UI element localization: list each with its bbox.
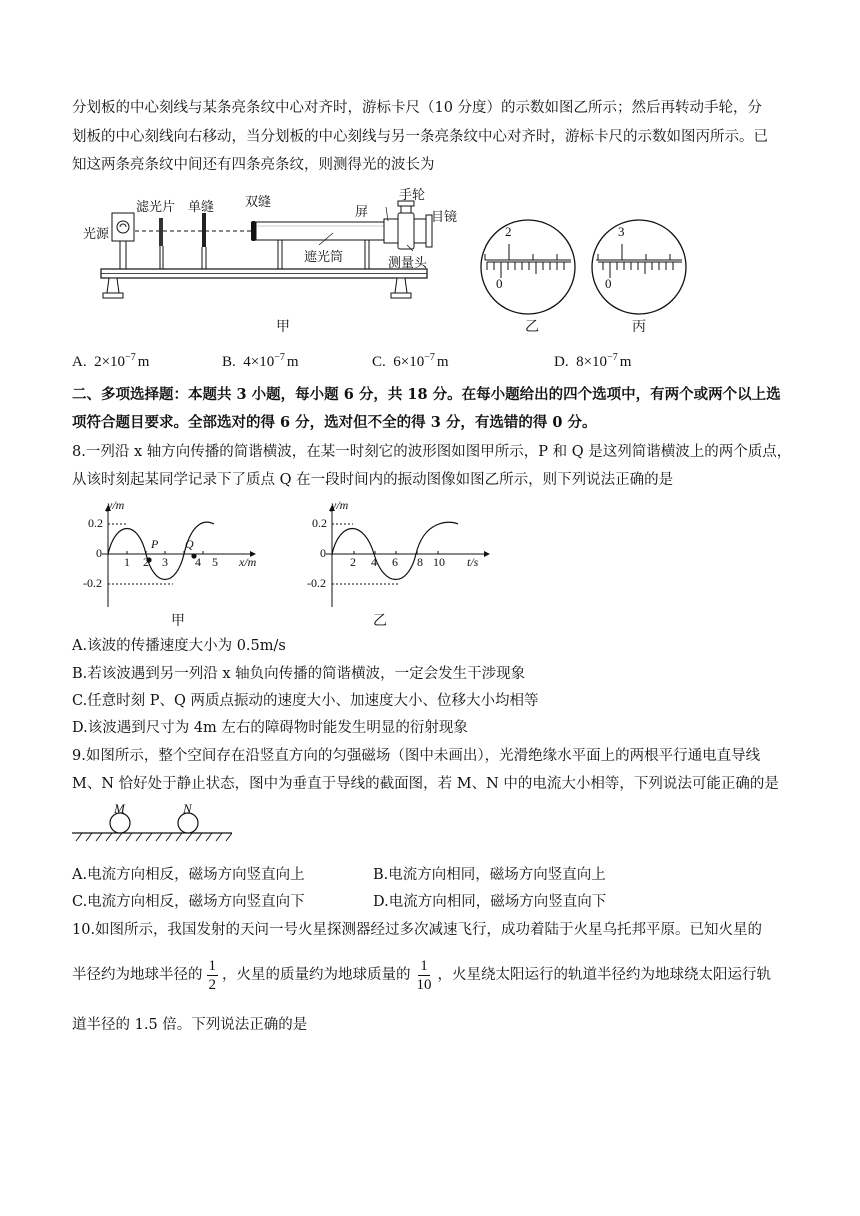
- graph-yi-ytick-top: 0.2: [312, 516, 327, 530]
- dial-bing-main-label: 3: [618, 224, 625, 239]
- q10-line2-part-c: ，火星绕太阳运行的轨道半径约为地球绕太阳运行轨: [437, 967, 771, 983]
- option-exp: −7: [274, 352, 285, 363]
- option-letter: D.: [554, 354, 569, 370]
- label-single-slit: 单缝: [188, 200, 215, 215]
- q10-line3: 道半径的 1.5 倍。下列说法正确的是: [72, 1017, 308, 1033]
- label-tube: 遮光筒: [304, 250, 344, 265]
- graph-yi-xlabel: t/s: [467, 555, 479, 569]
- graph-jia-caption: 甲: [171, 613, 185, 629]
- q9-option-b[interactable]: B.电流方向相同，磁场方向竖直向上: [373, 867, 606, 883]
- label-eyepiece: 目镜: [431, 210, 458, 225]
- caption-bing: 丙: [632, 319, 646, 335]
- option-letter: B.: [222, 354, 236, 370]
- graph-jia-xtick-3: 3: [162, 555, 168, 569]
- dial-bing-zero-label: 0: [605, 276, 612, 291]
- option-coef: 4×10: [243, 354, 275, 370]
- q7-stem-line3: 知这两条亮条纹中间还有四条亮条纹，则测得光的波长为: [72, 157, 435, 173]
- graph-jia-xtick-1: 1: [124, 555, 130, 569]
- graph-yi-xtick-2: 2: [350, 555, 356, 569]
- option-letter: C.: [372, 354, 386, 370]
- section2-line2: 项符合题目要求。全部选对的得 6 分，选对但不全的得 3 分，有选错的得 0 分。: [72, 414, 597, 431]
- option-exp: −7: [125, 352, 136, 363]
- graph-yi-xtick-6: 6: [392, 555, 398, 569]
- option-unit: m: [436, 354, 449, 370]
- option-letter: A.: [72, 354, 87, 370]
- q10-line2: [72, 955, 771, 995]
- q7-option-d[interactable]: [554, 352, 631, 371]
- option-unit: m: [619, 354, 632, 370]
- dial-yi-main-label: 2: [505, 224, 512, 239]
- graph-yi-ytick-bottom: -0.2: [307, 576, 326, 590]
- q8-option-b[interactable]: B.若该波遇到另一列沿 x 轴负向传播的简谐横波，一定会发生干涉现象: [72, 666, 526, 682]
- q9-option-c[interactable]: C.电流方向相反，磁场方向竖直向下: [72, 894, 305, 910]
- graph-jia-ylabel: y/m: [107, 498, 125, 512]
- graph-jia-xtick-4: 4: [195, 555, 201, 569]
- caption-yi: 乙: [525, 319, 539, 335]
- q10-line2-part-b: ，火星的质量约为地球质量的: [222, 967, 411, 983]
- q8-option-d[interactable]: D.该波遇到尺寸为 4m 左右的障碍物时能发生明显的衍射现象: [72, 720, 468, 736]
- option-coef: 6×10: [393, 354, 425, 370]
- q7-stem-line2: 划板的中心刻线向右移动，当分划板的中心刻线与另一条亮条纹中心对齐时，游标卡尺的示数如图丙所示。已: [72, 129, 768, 145]
- q7-option-a[interactable]: [72, 352, 149, 371]
- fraction-one-tenth: [415, 957, 434, 994]
- graph-yi-ytick-zero: 0: [320, 546, 326, 560]
- dial-bing: [590, 218, 688, 316]
- section2-line1: 二、多项选择题：本题共 3 小题，每小题 6 分，共 18 分。在每小题给出的四个选项中，有两个或两个以上选: [72, 386, 781, 403]
- graph-yi-xtick-4: 4: [371, 555, 377, 569]
- label-measuring-head: 测量头: [388, 256, 428, 271]
- q9-option-d[interactable]: D.电流方向相同，磁场方向竖直向下: [373, 894, 607, 910]
- graph-jia-point-q: Q: [185, 537, 194, 551]
- q9-label-m: M: [114, 801, 125, 816]
- label-handwheel: 手轮: [399, 188, 426, 203]
- graph-yi-caption: 乙: [373, 613, 387, 629]
- graph-jia-xtick-5: 5: [212, 555, 218, 569]
- graph-jia-ytick-bottom: -0.2: [83, 576, 102, 590]
- q10-line1: 10.如图所示，我国发射的天问一号火星探测器经过多次减速飞行，成功着陆于火星乌托邦平原。已知火星的: [72, 922, 763, 938]
- q8-option-a[interactable]: A.该波的传播速度大小为 0.5m/s: [72, 638, 286, 654]
- option-coef: 8×10: [576, 354, 608, 370]
- option-exp: −7: [607, 352, 618, 363]
- q8-graph-yi: [304, 502, 494, 612]
- q8-line2: 从该时刻起某同学记录下了质点 Q 在一段时间内的振动图像如图乙所示，则下列说法正确的是: [72, 472, 674, 488]
- q7-option-c[interactable]: [372, 352, 449, 371]
- q9-line1: 9.如图所示，整个空间存在沿竖直方向的匀强磁场（图中未画出），光滑绝缘水平面上的两根平行通电直导线: [72, 748, 761, 764]
- caption-jia: 甲: [276, 319, 290, 335]
- q9-label-n: N: [183, 801, 192, 816]
- q8-line1: 8.一列沿 x 轴方向传播的简谐横波，在某一时刻它的波形图如图甲所示，P 和 Q 是这列简谐横波上的两个质点，: [72, 444, 792, 460]
- q7-option-b[interactable]: [222, 352, 299, 371]
- label-filter: 滤光片: [136, 200, 176, 215]
- option-exp: −7: [424, 352, 435, 363]
- option-unit: m: [137, 354, 150, 370]
- fraction-one-half: [207, 957, 219, 994]
- q9-figure: [72, 800, 232, 846]
- dial-yi-zero-label: 0: [496, 276, 503, 291]
- dial-yi: [479, 218, 577, 316]
- graph-jia-point-p: P: [151, 537, 159, 551]
- label-screen: 屏: [355, 205, 369, 220]
- q8-option-c[interactable]: C.任意时刻 P、Q 两质点振动的速度大小、加速度大小、位移大小均相等: [72, 693, 539, 709]
- graph-yi-xtick-8: 8: [417, 555, 423, 569]
- q7-stem-line1: 分划板的中心刻线与某条亮条纹中心对齐时，游标卡尺（10 分度）的示数如图乙所示；然后再转动手轮，分: [72, 100, 763, 116]
- frac2-denominator: 10: [416, 976, 432, 993]
- graph-jia-ytick-top: 0.2: [88, 516, 103, 530]
- graph-jia-xlabel: x/m: [239, 555, 257, 569]
- label-double-slit: 双缝: [245, 195, 272, 210]
- frac1-denominator: 2: [208, 976, 216, 993]
- graph-jia-xtick-2: 2: [143, 555, 149, 569]
- option-unit: m: [286, 354, 299, 370]
- q10-line2-part-a: 半径约为地球半径的: [72, 967, 203, 983]
- option-coef: 2×10: [94, 354, 126, 370]
- graph-yi-ylabel: y/m: [331, 498, 349, 512]
- q9-line2: M、N 恰好处于静止状态，图中为垂直于导线的截面图，若 M、N 中的电流大小相等，下列说法可能正确的是: [72, 776, 779, 792]
- frac2-numerator: 1: [420, 957, 428, 974]
- q9-option-a[interactable]: A.电流方向相反，磁场方向竖直向上: [72, 867, 305, 883]
- graph-jia-ytick-zero: 0: [96, 546, 102, 560]
- frac1-numerator: 1: [208, 957, 216, 974]
- graph-yi-xtick-10: 10: [433, 555, 445, 569]
- label-light-source: 光源: [83, 227, 110, 242]
